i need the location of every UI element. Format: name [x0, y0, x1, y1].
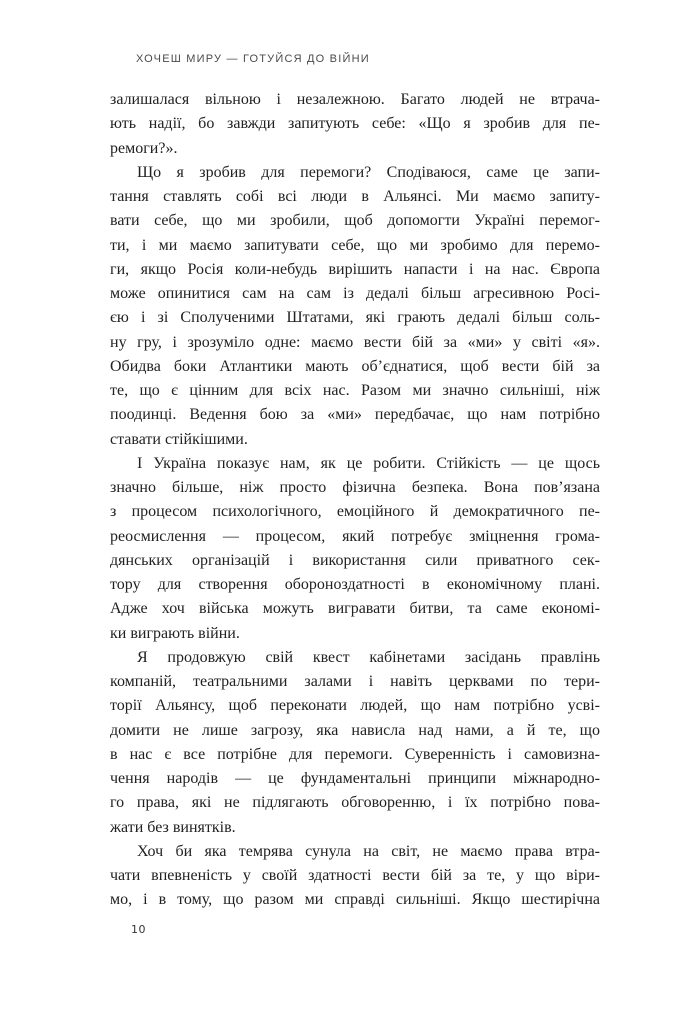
text-line: домити не лише загрозу, яка нависла над нами, а й те, що: [110, 721, 600, 739]
body-text: [110, 88, 600, 913]
text-line: І Україна показує нам, як це робити. Стійкість — це щось: [137, 454, 600, 472]
text-line: ставати стійкішими.: [110, 430, 248, 448]
text-line: ють надії, бо завжди запитують себе: «Що я зробив для пе-: [110, 115, 600, 133]
text-line: Адже хоч війська можуть вигравати битви, та саме економі-: [110, 600, 600, 618]
text-line: значно більше, ніж просто фізична безпека. Вона пов’язана: [110, 479, 600, 496]
paragraph: [110, 452, 600, 646]
text-line: го права, які не підлягають обговоренню, і їх потрібно пова-: [110, 794, 600, 812]
text-line: ки виграють війни.: [110, 624, 240, 642]
paragraph: [110, 161, 600, 452]
text-line: чати впевненість у своїй здатності вести бій за те, у що віри-: [110, 867, 600, 884]
text-line: поодинці. Ведення бою за «ми» передбачає, що нам потрібно: [110, 406, 600, 424]
text-line: з процесом психологічного, емоційного й демократичного пе-: [110, 503, 600, 521]
text-line: торії Альянсу, щоб переконати людей, що нам потрібно усві-: [110, 697, 600, 715]
text-line: те, що є цінним для всіх нас. Разом ми значно сильніші, ніж: [110, 382, 600, 399]
text-line: тання ставлять собі всі люди в Альянсі. Ми маємо запиту-: [110, 188, 600, 205]
text-line: в нас є все потрібне для перемоги. Суверенність і самовизна-: [110, 745, 600, 763]
running-header: ХОЧЕШ МИРУ — ГОТУЙСЯ ДО ВІЙНИ: [136, 53, 370, 65]
text-line: ремоги?».: [110, 139, 178, 157]
page-number: 10: [131, 923, 146, 936]
text-line: ну гру, і зрозуміло одне: маємо вести бій за «ми» у світі «я».: [110, 333, 600, 351]
text-line: Що я зробив для перемоги? Сподіваюся, саме це запи-: [137, 163, 600, 181]
text-line: єю і зі Сполученими Штатами, які грають дедалі більш соль-: [110, 309, 600, 327]
text-line: жати без винятків.: [110, 818, 236, 836]
text-line: може опинитися сам на сам із дедалі більш агресивною Росі-: [110, 285, 600, 302]
paragraph: [110, 646, 600, 840]
text-line: чення народів — це фундаментальні принципи міжнародно-: [110, 770, 600, 787]
text-line: вати себе, що ми зробили, щоб допомогти Україні перемог-: [110, 212, 600, 230]
text-line: Я продовжую свій квест кабінетами засідань правлінь: [137, 648, 600, 666]
text-line: реосмислення — процесом, який потребує зміцнення грома-: [110, 527, 600, 545]
text-line: ги, якщо Росія коли-небудь вирішить напасти і на нас. Європа: [110, 260, 600, 278]
text-line: Хоч би яка темрява сунула на світ, не маємо права втра-: [137, 842, 600, 860]
text-line: тору для створення обороноздатності в економічному плані.: [110, 576, 600, 593]
paragraph: [110, 88, 600, 161]
text-line: Обидва боки Атлантики мають об’єднатися, щоб вести бій за: [110, 357, 600, 375]
text-line: ти, і ми маємо запитувати себе, що ми зробимо для перемо-: [110, 236, 600, 254]
text-line: дянських організацій і використання сили приватного сек-: [110, 551, 600, 569]
text-line: компаній, театральними залами і навіть церквами по тери-: [110, 673, 600, 690]
paragraph: [110, 840, 600, 913]
text-line: мо, і в тому, що разом ми справді сильніші. Якщо шестирічна: [110, 891, 600, 909]
text-line: залишалася вільною і незалежною. Багато людей не втрача-: [110, 91, 600, 108]
